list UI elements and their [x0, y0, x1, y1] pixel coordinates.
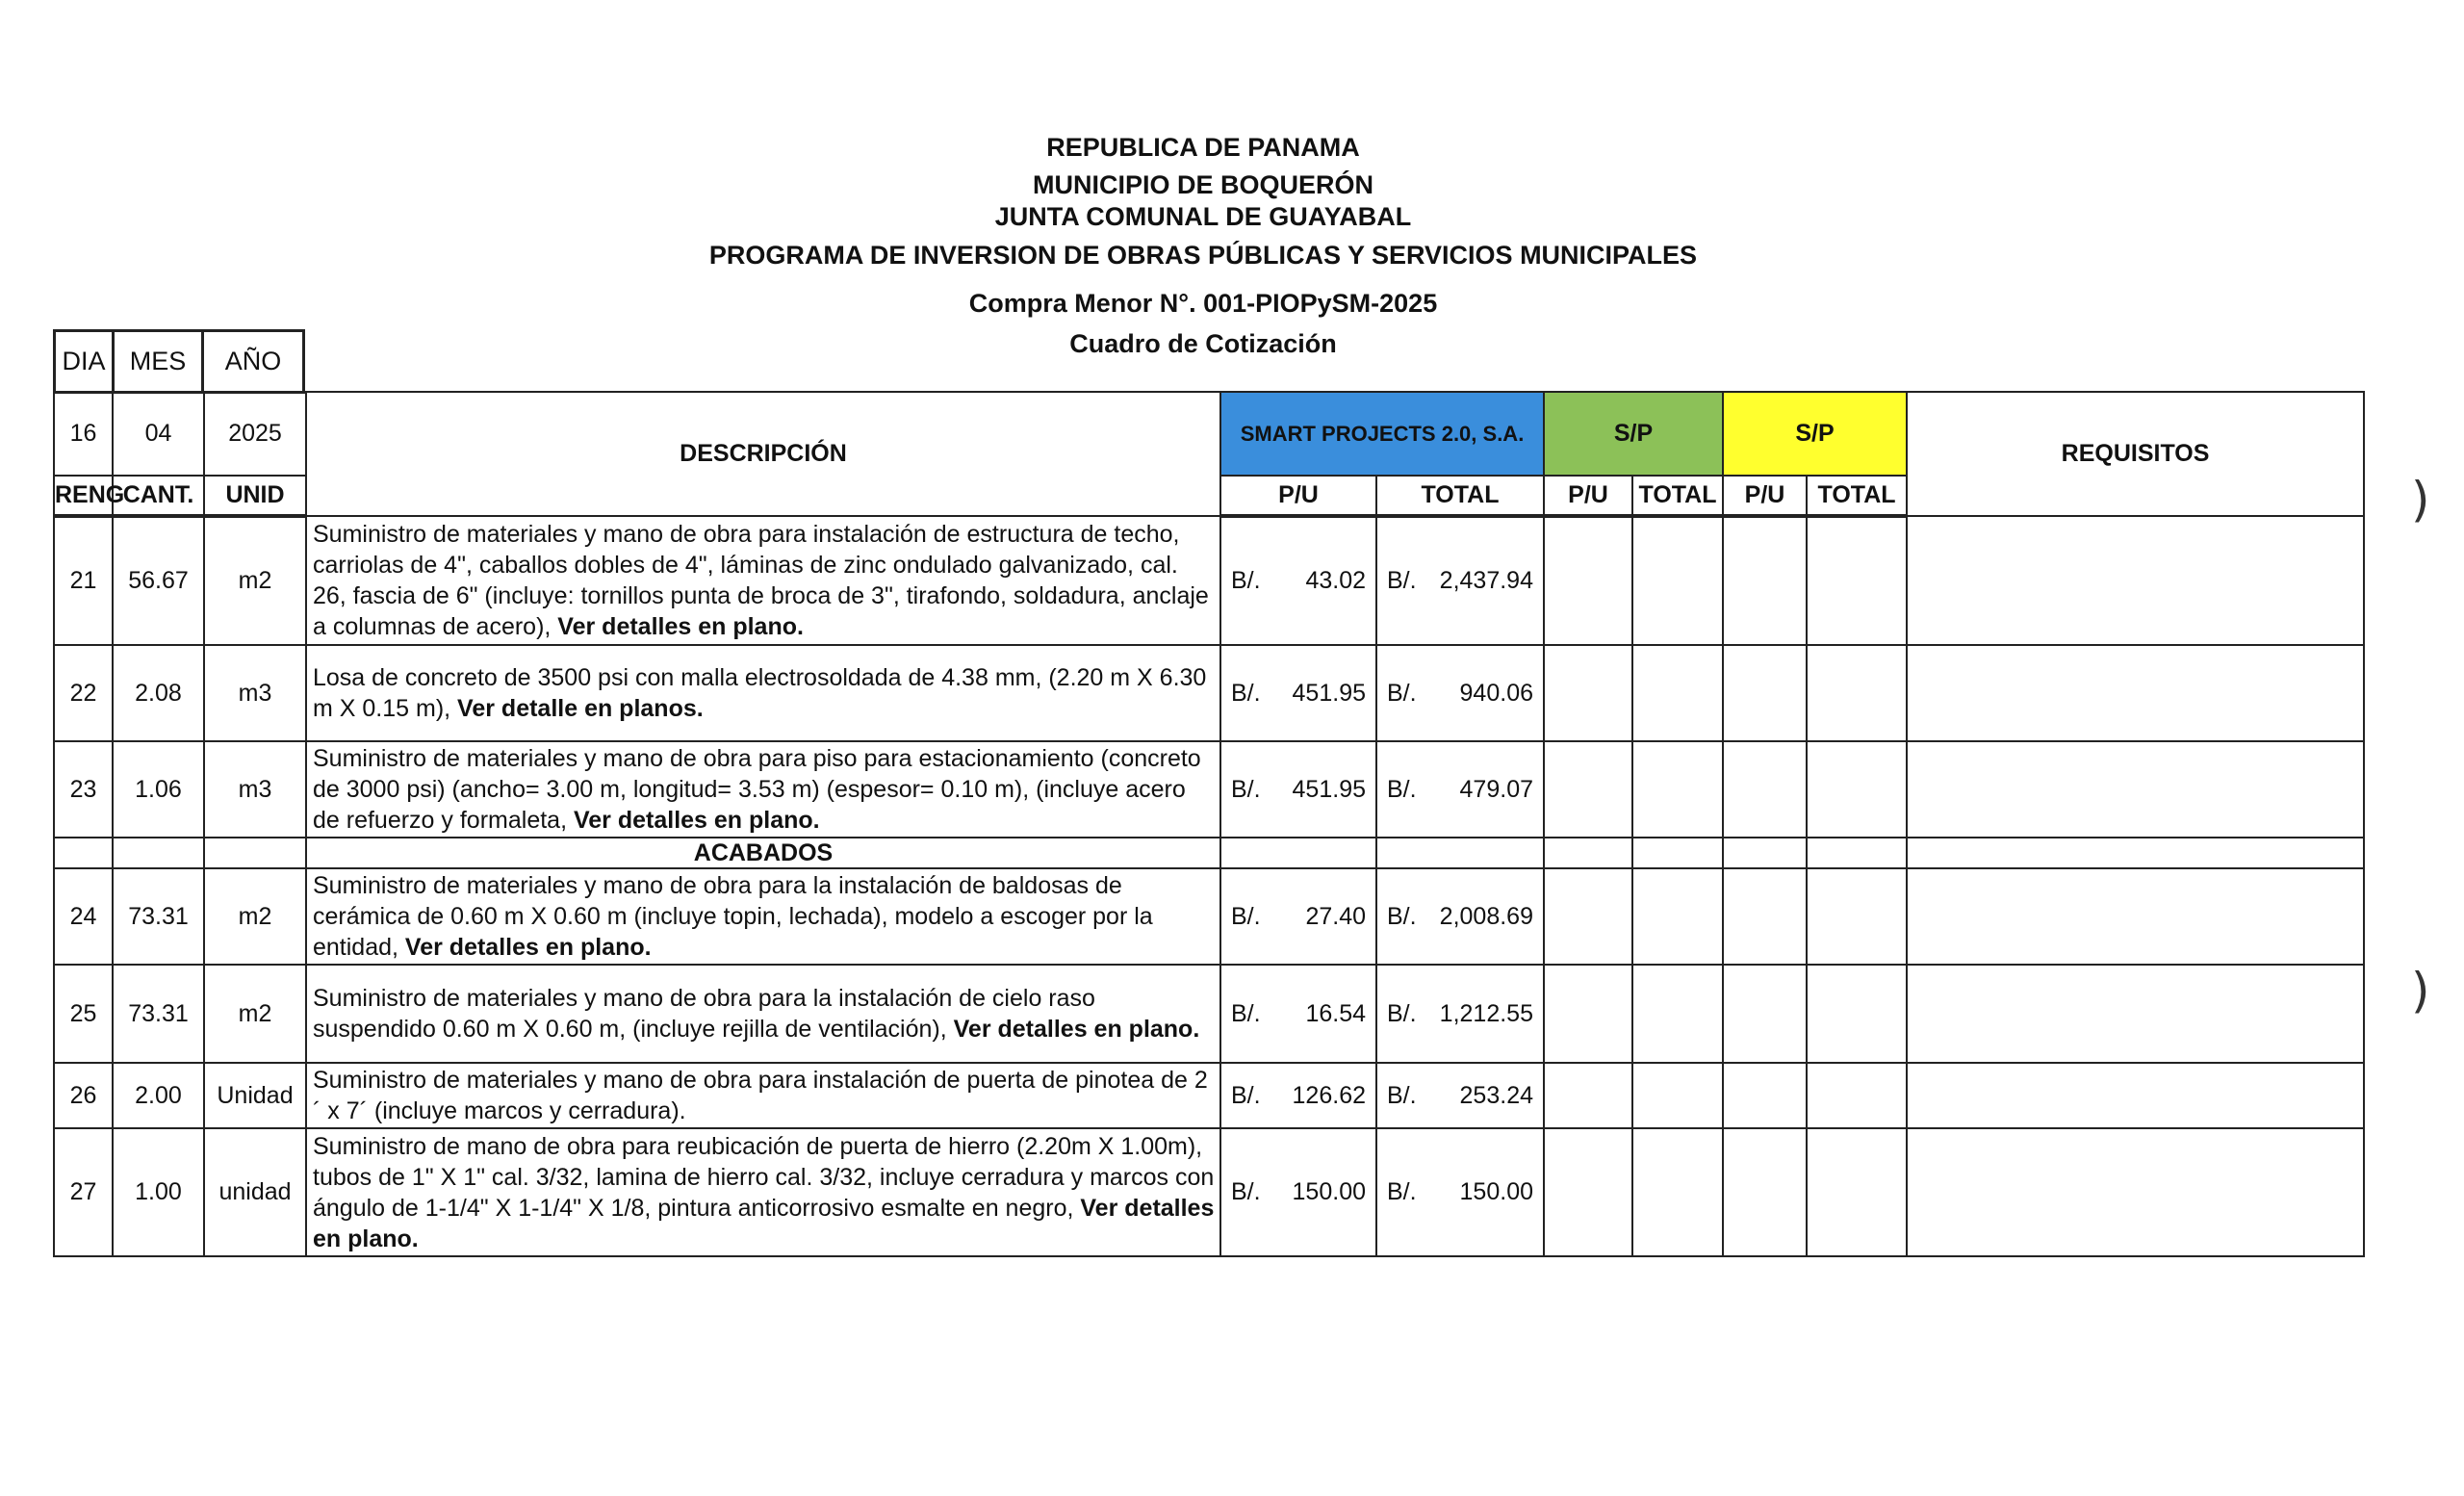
- row-unid: m2: [204, 965, 306, 1063]
- date-dia-value: 16: [54, 392, 113, 476]
- empty-cell: [1632, 838, 1723, 868]
- row-desc-bold: Ver detalles en plano.: [404, 934, 652, 961]
- empty-cell: [1723, 965, 1807, 1063]
- row-unid: m3: [204, 645, 306, 741]
- empty-cell: [1632, 741, 1723, 838]
- empty-cell: [1544, 741, 1632, 838]
- header-line-compra-menor: Compra Menor N°. 001-PIOPySM-2025: [968, 289, 1438, 318]
- col-requisitos: REQUISITOS: [1907, 392, 2364, 516]
- row-reng: 27: [54, 1128, 113, 1256]
- header-line-cuadro: Cuadro de Cotización: [1069, 329, 1337, 358]
- header-line-municipio: MUNICIPIO DE BOQUERÓN: [1032, 170, 1374, 199]
- empty-cell: [1807, 1063, 1907, 1128]
- col-cant: CANT.: [113, 476, 204, 516]
- row-pu: [1220, 741, 1376, 838]
- row-desc-text: Suministro de materiales y mano de obra para la instalación de baldosas de cerámica de 0.60 m X 0.60 m (incluye topin, lechada), modelo a escoger por la entidad,: [313, 872, 1153, 961]
- empty-cell: [1723, 741, 1807, 838]
- row-cant: 73.31: [113, 868, 204, 965]
- row-desc-text: Suministro de materiales y mano de obra para instalación de estructura de techo, carriolas de 4", caballos dobles de 4", láminas de zinc ondulado galvanizado, cal. 26, fascia de 6" (incluye: tornillos punta de broca de 3", tirafondo, soldadura, anclaje a columnas de acero),: [313, 521, 1209, 640]
- header-line-programa: PROGRAMA DE INVERSION DE OBRAS PÚBLICAS Y SERVICIOS MUNICIPALES: [708, 241, 1698, 270]
- row-unid: Unidad: [204, 1063, 306, 1128]
- row-unid: m3: [204, 741, 306, 838]
- row-reng: 24: [54, 868, 113, 965]
- col-total-2: TOTAL: [1632, 476, 1723, 516]
- ano-label: AÑO: [203, 331, 304, 393]
- empty-cell: [1723, 868, 1807, 965]
- row-desc-bold: Ver detalles en plano.: [313, 1194, 1215, 1252]
- currency-symbol: B/.: [1231, 567, 1261, 594]
- punch-hole-mark-bottom: ): [2411, 963, 2430, 1019]
- row-total: [1376, 741, 1544, 838]
- bidder-sp-1: S/P: [1544, 392, 1723, 476]
- col-total-1: TOTAL: [1376, 476, 1544, 516]
- empty-cell: [1632, 1128, 1723, 1256]
- row-cant: 2.00: [113, 1063, 204, 1128]
- currency-symbol: B/.: [1231, 1081, 1261, 1109]
- empty-cell: [1544, 1063, 1632, 1128]
- row-cant: 56.67: [113, 516, 204, 645]
- empty-cell: [1807, 965, 1907, 1063]
- row-cant: 73.31: [113, 965, 204, 1063]
- row-cant: 2.08: [113, 645, 204, 741]
- row-desc-text: Suministro de materiales y mano de obra para la instalación de cielo raso suspendido 0.60 m X 0.60 m, (incluye rejilla de ventilación),: [313, 985, 1095, 1043]
- currency-symbol: B/.: [1231, 775, 1261, 803]
- row-desc-text: Losa de concreto de 3500 psi con malla electrosoldada de 4.38 mm, (2.20 m X 6.30 m X 0.15 m),: [313, 664, 1207, 722]
- table-row: [54, 868, 2364, 965]
- total-value: 940.06: [1459, 679, 1533, 707]
- currency-symbol: B/.: [1387, 775, 1417, 803]
- row-pu: [1220, 516, 1376, 645]
- empty-cell: [1632, 868, 1723, 965]
- empty-cell: [1907, 868, 2364, 965]
- row-total: [1376, 868, 1544, 965]
- pu-value: 451.95: [1292, 775, 1366, 803]
- total-value: 2,437.94: [1439, 567, 1533, 594]
- empty-cell: [1807, 741, 1907, 838]
- row-desc-text: Suministro de materiales y mano de obra para instalación de puerta de pinotea de 2´ x 7´ (incluye marcos y cerradura).: [313, 1067, 1208, 1124]
- row-total: [1376, 516, 1544, 645]
- empty-cell: [1544, 516, 1632, 645]
- empty-cell: [1807, 516, 1907, 645]
- empty-cell: [1723, 645, 1807, 741]
- currency-symbol: B/.: [1387, 1178, 1417, 1205]
- table-row: [54, 645, 2364, 741]
- empty-cell: [1907, 1063, 2364, 1128]
- pu-value: 150.00: [1292, 1178, 1366, 1205]
- date-mes-value: 04: [113, 392, 204, 476]
- row-reng: 25: [54, 965, 113, 1063]
- row-desc-bold: Ver detalles en plano.: [953, 1016, 1200, 1043]
- row-unid: m2: [204, 516, 306, 645]
- header-line-republica: REPUBLICA DE PANAMA: [1046, 133, 1360, 162]
- empty-cell: [1544, 965, 1632, 1063]
- empty-cell: [54, 838, 113, 868]
- table-row: [54, 741, 2364, 838]
- total-value: 479.07: [1459, 775, 1533, 803]
- currency-symbol: B/.: [1231, 679, 1261, 707]
- currency-symbol: B/.: [1387, 679, 1417, 707]
- empty-cell: [1544, 645, 1632, 741]
- col-pu-3: P/U: [1723, 476, 1807, 516]
- currency-symbol: B/.: [1387, 1081, 1417, 1109]
- row-reng: 26: [54, 1063, 113, 1128]
- empty-cell: [1807, 1128, 1907, 1256]
- empty-cell: [1632, 645, 1723, 741]
- row-total: [1376, 1128, 1544, 1256]
- total-value: 150.00: [1459, 1178, 1533, 1205]
- total-value: 2,008.69: [1439, 902, 1533, 930]
- section-row: [54, 838, 2364, 868]
- row-pu: [1220, 1063, 1376, 1128]
- row-desc-text: Suministro de mano de obra para reubicación de puerta de hierro (2.20m X 1.00m), tubos de 1" X 1" cal. 3/32, lamina de hierro cal. 3/32, incluye cerradura y marcos con ángulo de 1-1/4" X 1-1/4" X 1/8, pintura anticorrosivo esmalte en negro,: [313, 1132, 1215, 1222]
- empty-cell: [1544, 1128, 1632, 1256]
- row-desc-bold: Ver detalle en planos.: [457, 695, 704, 722]
- date-box: [53, 329, 305, 394]
- row-total: [1376, 965, 1544, 1063]
- empty-cell: [1632, 516, 1723, 645]
- row-cant: 1.06: [113, 741, 204, 838]
- pu-value: 27.40: [1305, 902, 1366, 930]
- empty-cell: [1632, 1063, 1723, 1128]
- empty-cell: [113, 838, 204, 868]
- empty-cell: [1723, 516, 1807, 645]
- col-total-3: TOTAL: [1807, 476, 1907, 516]
- currency-symbol: B/.: [1387, 567, 1417, 594]
- total-value: 1,212.55: [1439, 999, 1533, 1027]
- date-ano-value: 2025: [204, 392, 306, 476]
- empty-cell: [1376, 838, 1544, 868]
- row-desc-bold: Ver detalles en plano.: [557, 613, 804, 640]
- row-description: [306, 741, 1220, 838]
- currency-symbol: B/.: [1387, 999, 1417, 1027]
- col-unid: UNID: [204, 476, 306, 516]
- empty-cell: [1723, 1128, 1807, 1256]
- row-cant: 1.00: [113, 1128, 204, 1256]
- row-pu: [1220, 868, 1376, 965]
- row-reng: 21: [54, 516, 113, 645]
- empty-cell: [1907, 516, 2364, 645]
- col-pu-2: P/U: [1544, 476, 1632, 516]
- row-description: [306, 868, 1220, 965]
- currency-symbol: B/.: [1387, 902, 1417, 930]
- empty-cell: [1907, 645, 2364, 741]
- table-row: [54, 1063, 2364, 1128]
- dia-label: DIA: [55, 331, 114, 393]
- quotation-table: [53, 391, 2365, 1257]
- empty-cell: [1723, 838, 1807, 868]
- empty-cell: [1907, 838, 2364, 868]
- bidder-smart-projects: SMART PROJECTS 2.0, S.A.: [1220, 392, 1544, 476]
- col-descripcion: DESCRIPCIÓN: [306, 392, 1220, 516]
- row-total: [1376, 645, 1544, 741]
- header-line-junta: JUNTA COMUNAL DE GUAYABAL: [994, 202, 1412, 231]
- currency-symbol: B/.: [1231, 999, 1261, 1027]
- row-description: [306, 645, 1220, 741]
- empty-cell: [1807, 838, 1907, 868]
- row-total: [1376, 1063, 1544, 1128]
- pu-value: 43.02: [1305, 567, 1366, 594]
- row-desc-bold: Ver detalles en plano.: [573, 807, 820, 834]
- pu-value: 126.62: [1292, 1081, 1366, 1109]
- table-row: [54, 1128, 2364, 1256]
- col-pu-1: P/U: [1220, 476, 1376, 516]
- mes-label: MES: [114, 331, 203, 393]
- empty-cell: [1632, 965, 1723, 1063]
- row-reng: 22: [54, 645, 113, 741]
- section-title-acabados: ACABADOS: [306, 838, 1220, 868]
- table-row: [54, 516, 2364, 645]
- empty-cell: [1220, 838, 1376, 868]
- bidder-sp-2: S/P: [1723, 392, 1907, 476]
- row-unid: m2: [204, 868, 306, 965]
- empty-cell: [1907, 741, 2364, 838]
- row-description: [306, 1128, 1220, 1256]
- empty-cell: [1723, 1063, 1807, 1128]
- row-desc-text: Suministro de materiales y mano de obra para piso para estacionamiento (concreto de 3000 psi) (ancho= 3.00 m, longitud= 3.53 m) (espesor= 0.10 m), (incluye acero de refuerzo y formaleta,: [313, 745, 1201, 834]
- empty-cell: [204, 838, 306, 868]
- empty-cell: [1807, 868, 1907, 965]
- row-unid: unidad: [204, 1128, 306, 1256]
- currency-symbol: B/.: [1231, 1178, 1261, 1205]
- empty-cell: [1907, 1128, 2364, 1256]
- row-description: [306, 965, 1220, 1063]
- row-pu: [1220, 645, 1376, 741]
- empty-cell: [1544, 838, 1632, 868]
- row-pu: [1220, 1128, 1376, 1256]
- total-value: 253.24: [1459, 1081, 1533, 1109]
- empty-cell: [1807, 645, 1907, 741]
- empty-cell: [1907, 965, 2364, 1063]
- currency-symbol: B/.: [1231, 902, 1261, 930]
- col-reng: RENG: [54, 476, 113, 516]
- row-pu: [1220, 965, 1376, 1063]
- empty-cell: [1544, 868, 1632, 965]
- pu-value: 451.95: [1292, 679, 1366, 707]
- row-description: [306, 1063, 1220, 1128]
- table-row: [54, 965, 2364, 1063]
- punch-hole-mark-top: ): [2411, 472, 2430, 528]
- row-reng: 23: [54, 741, 113, 838]
- pu-value: 16.54: [1305, 999, 1366, 1027]
- row-description: [306, 516, 1220, 645]
